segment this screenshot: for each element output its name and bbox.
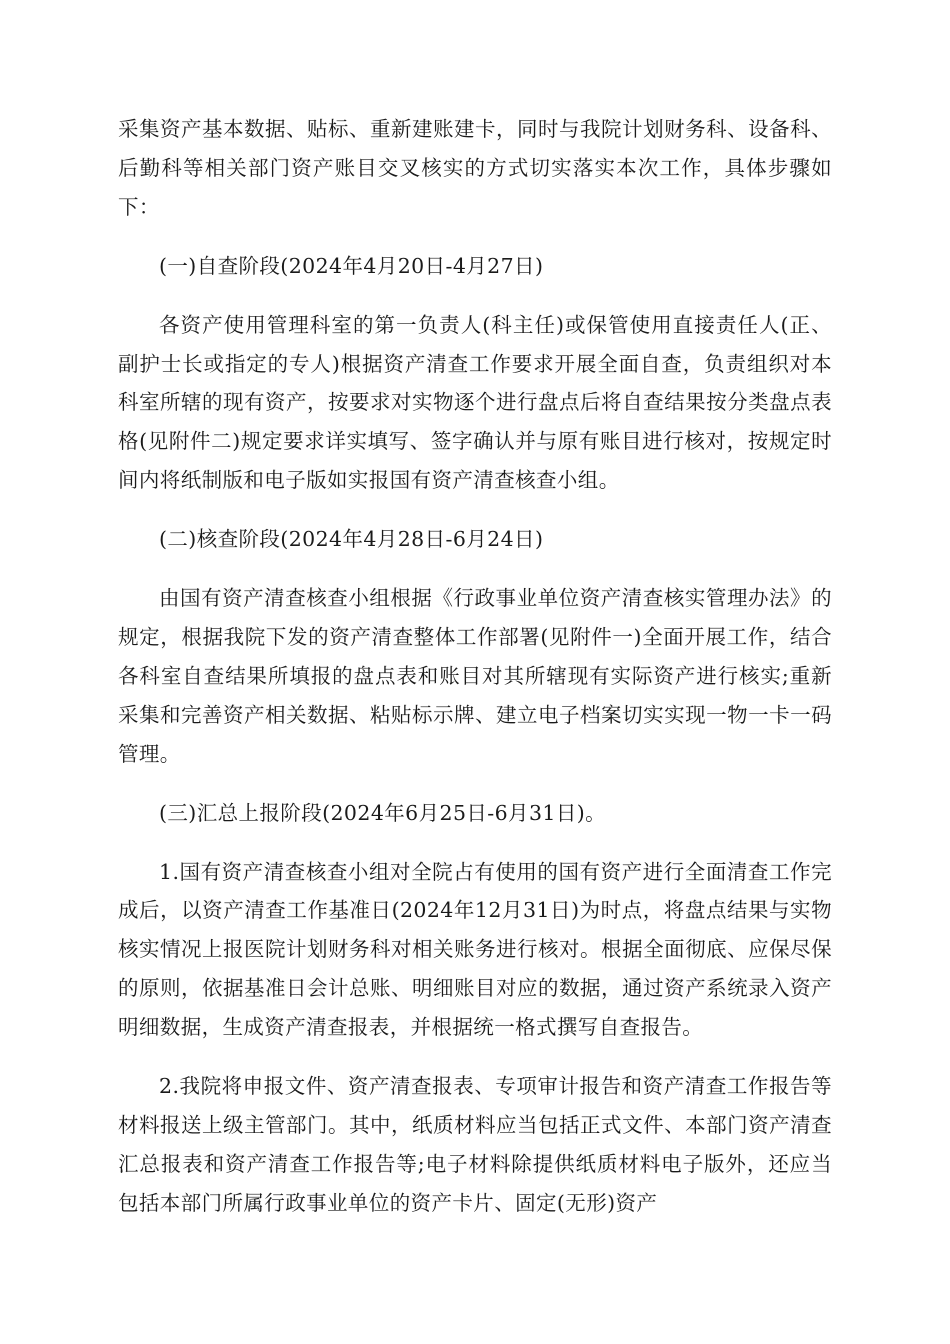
document-page (118, 110, 832, 1243)
heading-summary-report-stage: (三)汇总上报阶段(2024年6月25日-6月31日)。 (159, 800, 607, 825)
heading-self-check-stage: (一)自查阶段(2024年4月20日-4月27日) (159, 253, 544, 278)
heading-verification-stage: (二)核查阶段(2024年4月28日-6月24日) (159, 527, 544, 552)
paragraph-summary-item-2: 2.我院将申报文件、资产清查报表、专项审计报告和资产清查工作报告等材料报送上级主管部门。其中，纸质材料应当包括正式文件、本部门资产清查汇总报表和资产清查工作报告等;电子材料除提供纸质材料电子版外，还应当包括本部门所属行政事业单位的资产卡片、固定(无形)资产 (118, 1074, 832, 1215)
paragraph-self-check: 各资产使用管理科室的第一负责人(科主任)或保管使用直接责任人(正、副护士长或指定的专人)根据资产清查工作要求开展全面自查，负责组织对本科室所辖的现有资产，按要求对实物逐个进行盘点后将自查结果按分类盘点表格(见附件二)规定要求详实填写、签字确认并与原有账目进行核对，按规定时间内将纸制版和电子版如实报国有资产清查核查小组。 (118, 312, 832, 493)
paragraph-intro: 采集资产基本数据、贴标、重新建账建卡，同时与我院计划财务科、设备科、后勤科等相关部门资产账目交叉核实的方式切实落实本次工作，具体步骤如下： (118, 117, 832, 219)
paragraph-summary-item-1: 1.国有资产清查核查小组对全院占有使用的国有资产进行全面清查工作完成后，以资产清查工作基准日(2024年12月31日)为时点，将盘点结果与实物核实情况上报医院计划财务科对相关账务进行核对。根据全面彻底、应保尽保的原则，依据基准日会计总账、明细账目对应的数据，通过资产系统录入资产明细数据，生成资产清查报表，并根据统一格式撰写自查报告。 (118, 859, 832, 1040)
paragraph-verification: 由国有资产清查核查小组根据《行政事业单位资产清查核实管理办法》的规定，根据我院下发的资产清查整体工作部署(见附件一)全面开展工作，结合各科室自查结果所填报的盘点表和账目对其所辖现有实际资产进行核实;重新采集和完善资产相关数据、粘贴标示牌、建立电子档案切实实现一物一卡一码管理。 (118, 586, 832, 766)
